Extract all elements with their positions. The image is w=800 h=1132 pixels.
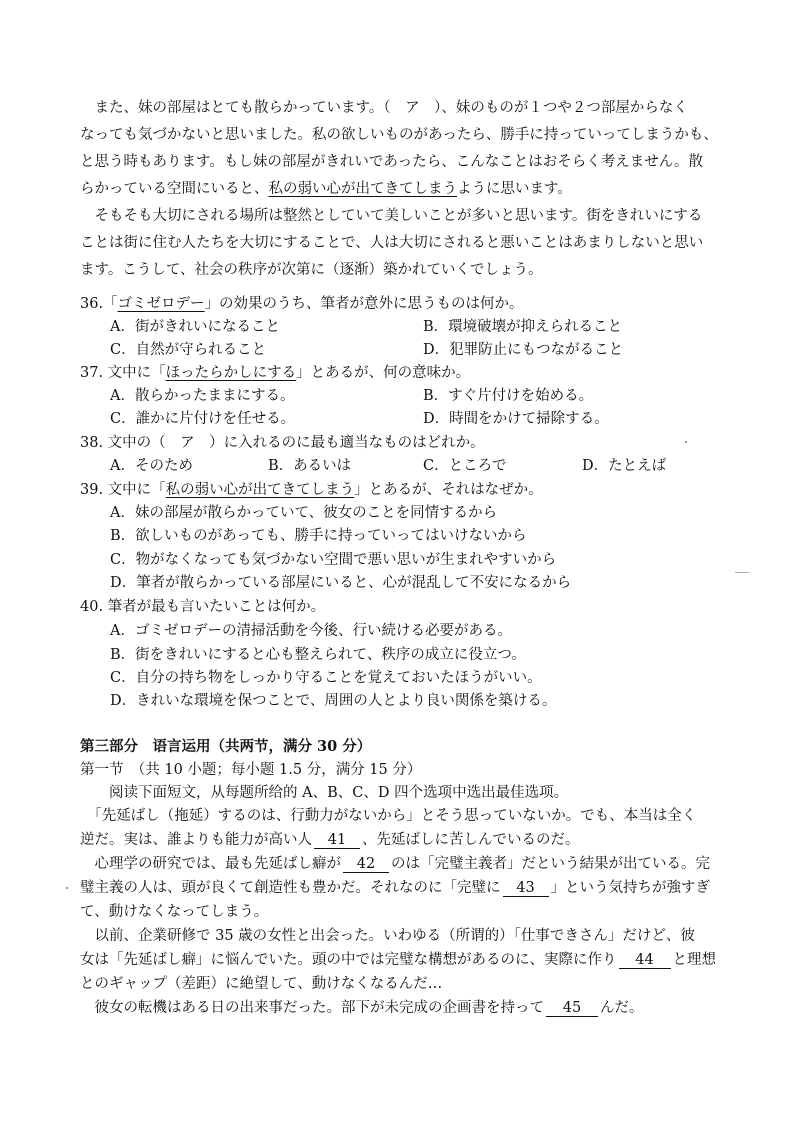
cloze-line <box>80 878 710 898</box>
cloze-text: んだ。 <box>600 1000 644 1016</box>
cloze-line: 以前、企業研修で 35 歳の女性と出会った。いわゆる（所谓的）「仕事できさん」だけど、彼 <box>80 928 695 944</box>
scan-speck <box>66 887 68 889</box>
scan-speck <box>685 441 687 443</box>
cloze-line <box>80 998 644 1018</box>
option-d: D．筆者が散らかっている部屋にいると、心が混乱して不安になるから <box>110 575 572 591</box>
underlined-phrase: ほったらかしにする <box>165 365 297 381</box>
blank-41: 41 <box>314 832 360 849</box>
cloze-text: 彼女の転機はある日の出来事だった。部下が未完成の企画書を持って <box>80 1000 544 1016</box>
blank-44: 44 <box>619 952 671 969</box>
underlined-phrase: 私の弱い心が出てきてしまう <box>165 482 355 498</box>
blank-45: 45 <box>546 1000 598 1017</box>
option-c: C．物がなくなっても気づかない空間で悪い思いが生まれやすいから <box>110 552 557 568</box>
passage-text: らかっている空間にいると、 <box>80 181 269 197</box>
cloze-line: とのギャップ（差距）に絶望して、動けなくなるんだ… <box>80 976 443 992</box>
passage-text: ように思います。 <box>457 181 572 197</box>
passage-line: なっても気づかないと思いました。私の欲しいものがあったら、勝手に持っていってしまうかも、 <box>80 127 718 143</box>
section-heading: 第一节 （共 10 小题；每小题 1.5 分，满分 15 分） <box>80 762 422 778</box>
instruction: 阅读下面短文，从每题所给的 A、B、C、D 四个选项中选出最佳选项。 <box>80 785 569 801</box>
passage-line: ます。こうして、社会の秩序が次第に（逐渐）築かれていくでしょう。 <box>80 262 543 278</box>
option-b: B．あるいは <box>268 458 352 474</box>
blank-42: 42 <box>343 856 389 873</box>
part3-heading: 第三部分 语言运用（共两节，满分 30 分） <box>80 738 372 755</box>
underlined-phrase: ゴミゼロデー <box>117 296 205 312</box>
option-a: A．ゴミゼロデーの清掃活動を今後、行い続ける必要がある。 <box>110 623 512 639</box>
question-38-stem: 38. 文中の（ ア ）に入れるのに最も適当なものはどれか。 <box>80 435 485 451</box>
option-b: B．街をきれいにすると心も整えられて、秩序の成立に役立つ。 <box>110 647 526 663</box>
option-d: D．きれいな環境を保つことで、周囲の人とより良い関係を築ける。 <box>110 693 557 709</box>
cloze-text: と理想 <box>672 952 716 968</box>
cloze-text: 逆だ。実は、誰よりも能力が高い人 <box>80 832 312 848</box>
stem-text: 」の効果のうち、筆者が意外に思うものは何か。 <box>204 296 524 312</box>
cloze-text: 女は「先延ばし癖」に悩んでいた。頭の中では完璧な構想があるのに、実際に作り <box>80 952 617 968</box>
question-37-stem <box>80 363 470 383</box>
stem-text: 36.「 <box>80 296 118 312</box>
underlined-phrase: 私の弱い心が出てきてしまう <box>268 181 457 197</box>
option-c: C．自分の持ち物をしっかり守ることを覚えておいたほうがいい。 <box>110 670 542 686</box>
option-c: C．ところで <box>423 458 507 474</box>
cloze-line: 「先延ばし（拖延）するのは、行動力がないから」とそう思っていないか。でも、本当は全く <box>80 808 697 824</box>
stem-text: 」とあるが、それはなぜか。 <box>354 482 543 498</box>
cloze-text: 璧主義の人は、頭が良くて創造性も豊かだ。それなのに「完璧に <box>80 880 501 896</box>
option-c: C．誰かに片付けを任せる。 <box>110 411 296 427</box>
cloze-text: のは「完璧主義者」だという結果が出ている。完 <box>391 856 710 872</box>
option-d: D．犯罪防止にもつながること <box>423 342 624 358</box>
cloze-line: て、動けなくなってしまう。 <box>80 904 269 920</box>
option-d: D．時間をかけて掃除する。 <box>423 411 609 427</box>
question-36-stem <box>80 294 524 314</box>
passage-line: と思う時もあります。もし妹の部屋がきれいであったら、こんなことはおそらく考えません。散 <box>80 154 704 170</box>
option-a: A．そのため <box>110 458 193 474</box>
cloze-text: 」という気持ちが強すぎ <box>550 880 710 896</box>
cloze-text: 、先延ばしに苦しんでいるのだ。 <box>362 832 580 848</box>
blank-43: 43 <box>503 880 549 897</box>
stem-text: 37. 文中に「 <box>80 365 166 381</box>
passage-line: また、妹の部屋はとても散らかっています。（ ア ）、妹のものが１つや２つ部屋からなく <box>80 100 688 116</box>
stem-text: 」とあるが、何の意味か。 <box>296 365 471 381</box>
option-a: A．散らかったままにする。 <box>110 388 295 404</box>
question-39-stem <box>80 480 543 500</box>
option-d: D．たとえば <box>582 458 667 474</box>
cloze-line <box>80 830 580 850</box>
stem-text: 39. 文中に「 <box>80 482 166 498</box>
passage-line <box>80 179 572 199</box>
passage-line: ことは街に住む人たちを大切にすることで、人は大切にされると悪いことはあまりしないと思い <box>80 235 704 251</box>
cloze-text: 心理学の研究では、最も先延ばし癖が <box>80 856 341 872</box>
cloze-line <box>80 950 716 970</box>
option-a: A．妹の部屋が散らかっていて、彼女のことを同情するから <box>110 505 498 521</box>
cloze-line <box>80 854 710 874</box>
question-40-stem: 40. 筆者が最も言いたいことは何か。 <box>80 599 326 615</box>
option-b: B．環境破壊が抑えられること <box>423 319 623 335</box>
option-b: B．欲しいものがあっても、勝手に持っていってはいけないから <box>110 528 527 544</box>
option-b: B．すぐ片付けを始める。 <box>423 388 594 404</box>
scan-speck <box>735 572 749 573</box>
option-a: A．街がきれいになること <box>110 319 280 335</box>
option-c: C．自然が守られること <box>110 342 267 358</box>
passage-line: そもそも大切にされる場所は整然としていて美しいことが多いと思います。街をきれいにする <box>80 208 703 224</box>
